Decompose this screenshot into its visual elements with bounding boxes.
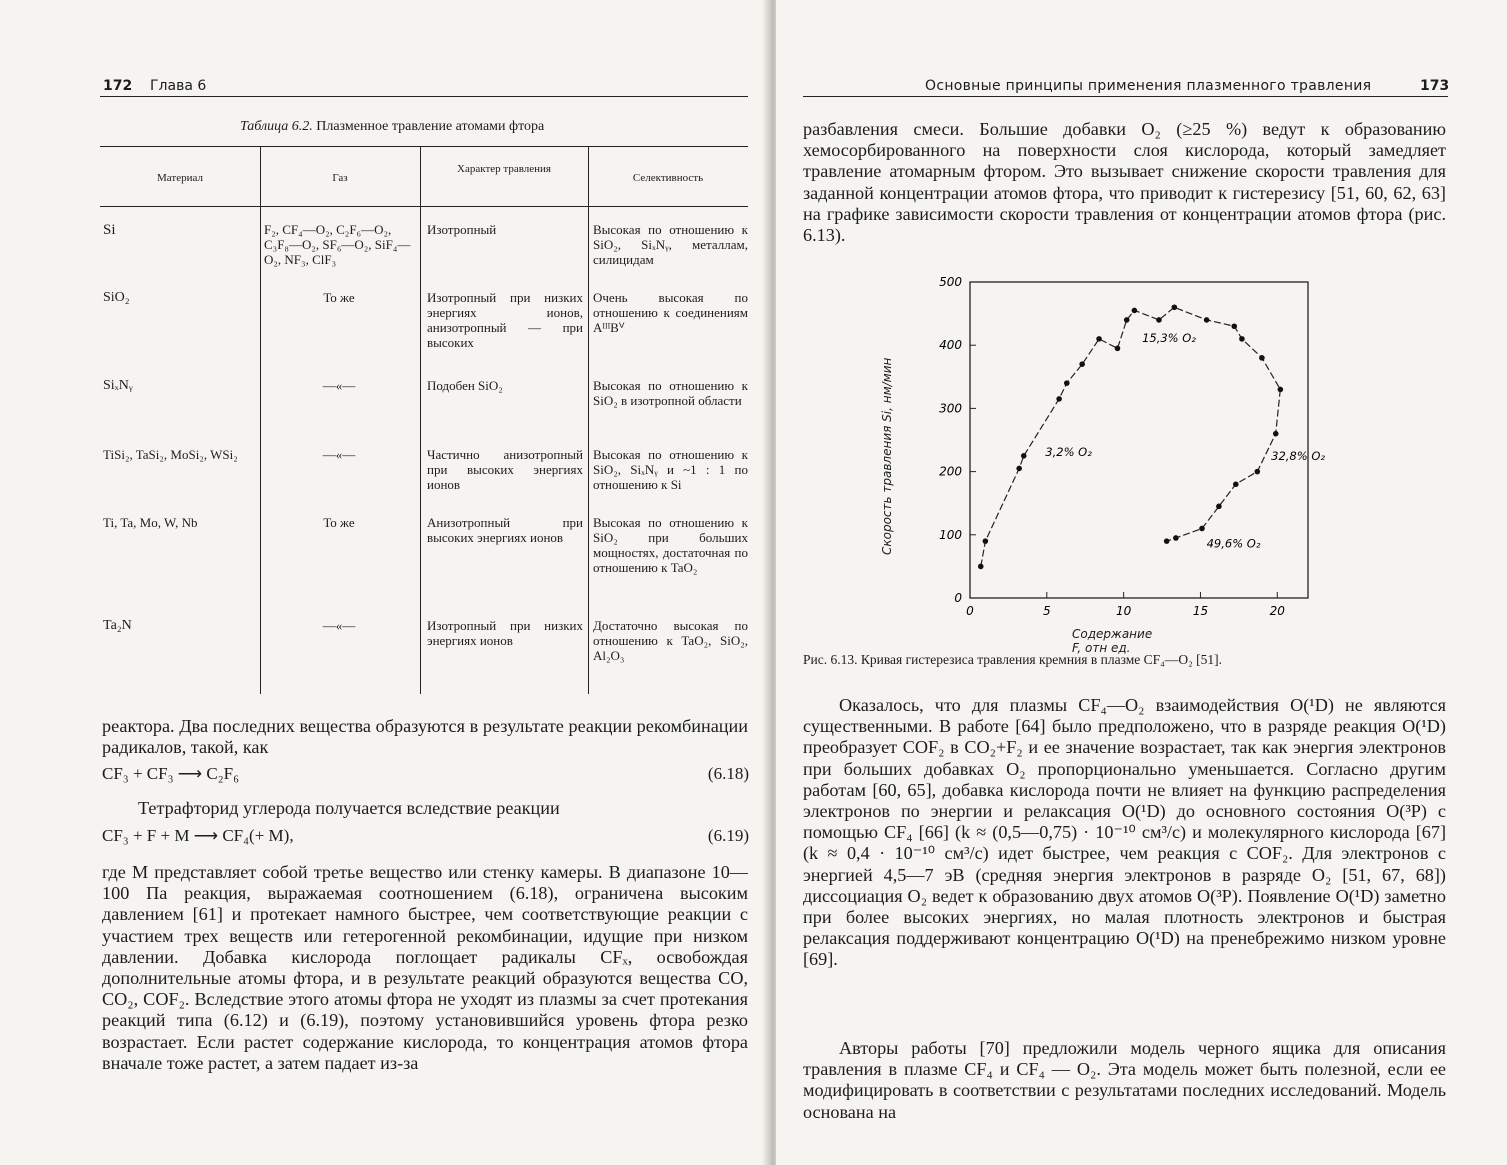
left-header-rule	[100, 96, 748, 97]
paragraph-text: разбавления смеси. Большие добавки O₂ (≥25 %) ведут к образованию хемосорбированного на поверхности слоя кислорода, который замедляет травление атомарным фтором. Это вызывает снижение скорости травления для заданной концентрации атомов фтора, что приводит к гистерезису [51, 60, 62, 63] на графике зависимости скорости травления от концентрации атомов фтора (рис. 6.13).	[803, 119, 1446, 246]
table-col-divider-2	[420, 146, 421, 694]
table-cell-character: Подобен SiO₂	[427, 378, 503, 393]
equation-6-19	[102, 826, 749, 846]
left-page-number: 172	[103, 78, 133, 94]
table-header-material: Материал	[157, 172, 203, 184]
chart-x-tick-label: 5	[1042, 604, 1051, 618]
table-caption	[240, 119, 544, 135]
equation-text: CF₃ + F + M ⟶ CF₄(+ M),	[102, 826, 294, 845]
left-chapter-title: Глава 6	[150, 78, 207, 94]
table-cell-selectivity: Высокая по отношению к SiO₂, SiₓNᵧ и ~1 : 1 по отношению к Si	[593, 447, 748, 492]
left-paragraph-1	[102, 716, 748, 758]
paragraph-text: где M представляет собой третье вещество или стенку камеры. В диапазоне 10—100 Па реакция, выражаемая соотношением (6.18), ограничена высоким давлением [61] и протекает намного быстрее, чем соответствующие реакции с участием трех веществ или гетерогенной рекомбинации, идущие при низком давлении. Добавка кислорода поглощает радикалы CFₓ, освобождая дополнительные атомы фтора, и в результате реакций образуются вещества CO, CO₂, COF₂. Вследствие этого атомы фтора не уходят из плазмы за счет протекания реакций типа (6.12) и (6.19), поэтому установившийся уровень фтора резко возрастает. Если растет содержание кислорода, то концентрация атомов фтора вначале тоже растет, а затем падает из-за	[102, 862, 748, 1073]
table-cell-material: TiSi₂, TaSi₂, MoSi₂, WSi₂	[103, 447, 238, 462]
table-cell-gas: —«—	[322, 447, 356, 462]
right-header-rule	[803, 96, 1448, 97]
table-cell-material: Ti, Ta, Mo, W, Nb	[103, 515, 198, 530]
table-cell-selectivity: Высокая по отношению к SiO₂, SiₓNᵧ, металлам, силицидам	[593, 222, 748, 267]
chart-annotation: 15,3% O₂	[1142, 331, 1196, 346]
chart-annotation: 49,6% O₂	[1206, 536, 1261, 551]
table-cell-selectivity: Очень высокая по отношению к соединениям AᴵᴵᴵBⱽ	[593, 290, 748, 335]
table-caption-label: Таблица 6.2.	[240, 119, 313, 134]
table-top-rule	[100, 146, 748, 147]
table-cell-character: Изотропный	[427, 222, 497, 237]
table-header-selectivity: Селективность	[632, 172, 704, 184]
table-cell-selectivity: Высокая по отношению к SiO₂ при больших мощностях, достаточная по отношению к TaO₂	[593, 515, 748, 575]
chart-x-tick-label: 15	[1192, 604, 1209, 618]
chart-x-tick-label: 0	[966, 604, 974, 618]
chart-y-tick-label: 300	[939, 401, 962, 416]
chart-x-axis-label: Содержание F, отн ед.	[1072, 627, 1153, 655]
table-cell-material: Si	[103, 222, 116, 238]
right-paragraph-2	[803, 695, 1446, 971]
table-cell-gas: То же	[323, 515, 355, 530]
chart-x-tick-label: 10	[1115, 604, 1132, 618]
chart-annotation: 32,8% O₂	[1271, 449, 1325, 464]
table-cell-gas: —«—	[322, 618, 356, 633]
table-header-gas: Газ	[332, 172, 348, 184]
equation-6-18	[102, 764, 749, 784]
chart-y-tick-label: 200	[939, 464, 962, 479]
chart-x-tick-label: 20	[1269, 604, 1285, 618]
chart-y-tick-label: 0	[954, 591, 962, 605]
chart-y-axis-label: Скорость травления Si, нм/мин	[880, 357, 894, 555]
left-paragraph-2	[102, 798, 748, 819]
figure-caption: Рис. 6.13. Кривая гистерезиса травления кремния в плазме CF₄—O₂ [51].	[803, 652, 1223, 667]
table-cell-selectivity: Достаточно высокая по отношению к TaO₂, SiO₂, Al₂O₃	[593, 618, 748, 663]
equation-number: (6.19)	[707, 826, 749, 845]
table-cell-material: Ta₂N	[103, 618, 132, 633]
equation-text: CF₃ + CF₃ ⟶ C₂F₆	[102, 764, 240, 783]
table-cell-character: Изотропный при низких энергиях ионов, анизотропный — при высоких	[427, 290, 583, 350]
paragraph-text: Тетрафторид углерода получается вследствие реакции	[138, 798, 560, 818]
table-cell-gas: То же	[323, 290, 355, 305]
table-cell-character: Частично анизотропный при высоких энергиях ионов	[427, 447, 583, 492]
right-paragraph-3	[803, 1038, 1446, 1123]
table-cell-material: SiO₂	[103, 290, 130, 305]
table-cell-selectivity: Высокая по отношению к SiO₂ в изотропной области	[593, 378, 748, 408]
table-header-rule	[100, 206, 748, 207]
table-header-character: Характер травления	[457, 163, 551, 175]
equation-number: (6.18)	[707, 764, 749, 783]
right-running-title: Основные принципы применения плазменного травления	[925, 78, 1372, 94]
right-page-number: 173	[1420, 78, 1450, 94]
paragraph-text: Оказалось, что для плазмы CF₄—O₂ взаимодействия O(¹D) не являются существенными. В работе [64] было предположено, что в разряде реакция O(¹D) преобразует COF₂ в CO₂+F₂ и ее значение возрастает, так как энергия электронов при больших добавках O₂ пропорционально уменьшается. Согласно другим работам [60, 65], добавка кислорода почти не влияет на функцию распределения электронов по энергии и релаксация O(¹D) до основного состояния O(³P) с помощью CF₄ [66] (k ≈ (0,5—0,75) · 10⁻¹⁰ см³/с) и молекулярного кислорода [67] (k ≈ 0,4 · 10⁻¹⁰ см³/с) идет быстрее, чем реакция с COF₂. Для электронов с энергией 4,5—7 эВ (средняя энергия электронов в разряде O₂ [51, 67, 68]) диссоциация O₂ ведет к образованию двух атомов O(³P). Появление O(¹D) заметно при более высоких энергиях, но малая плотность электронов и быстрая релаксация поддерживают концентрацию O(¹D) на пренебрежимо низком уровне [69].	[803, 695, 1446, 970]
paragraph-text: реактора. Два последних вещества образуются в результате реакции рекомбинации радикалов, такой, как	[102, 716, 748, 758]
paragraph-text: Авторы работы [70] предложили модель черного ящика для описания травления в плазме CF₄ и CF₄ — O₂. Эта модель может быть полезной, если ее модифицировать в соответствии с результатами последних исследований. Модель основана на	[803, 1038, 1446, 1122]
chart-annotation: 3,2% O₂	[1045, 444, 1092, 459]
table-col-divider-3	[588, 146, 589, 694]
right-paragraph-1	[803, 119, 1446, 246]
chart-y-tick-label: 100	[939, 527, 962, 542]
table-col-divider-1	[260, 146, 261, 694]
left-paragraph-3	[102, 862, 748, 1074]
table-caption-text: Плазменное травление атомами фтора	[316, 119, 545, 134]
table-cell-gas: F₂, CF₄—O₂, C₂F₆—O₂, C₃F₈—O₂, SF₆—O₂, SiF₄—O₂, NF₃, ClF₃	[264, 222, 411, 267]
chart-y-tick-label: 500	[939, 275, 962, 289]
table-cell-character: Анизотропный при высоких энергиях ионов	[427, 515, 583, 545]
chart-y-tick-label: 400	[939, 338, 962, 353]
table-cell-material: SiₓNᵧ	[103, 378, 133, 393]
table-cell-character: Изотропный при низких энергиях ионов	[427, 618, 583, 648]
table-cell-gas: —«—	[322, 378, 356, 393]
